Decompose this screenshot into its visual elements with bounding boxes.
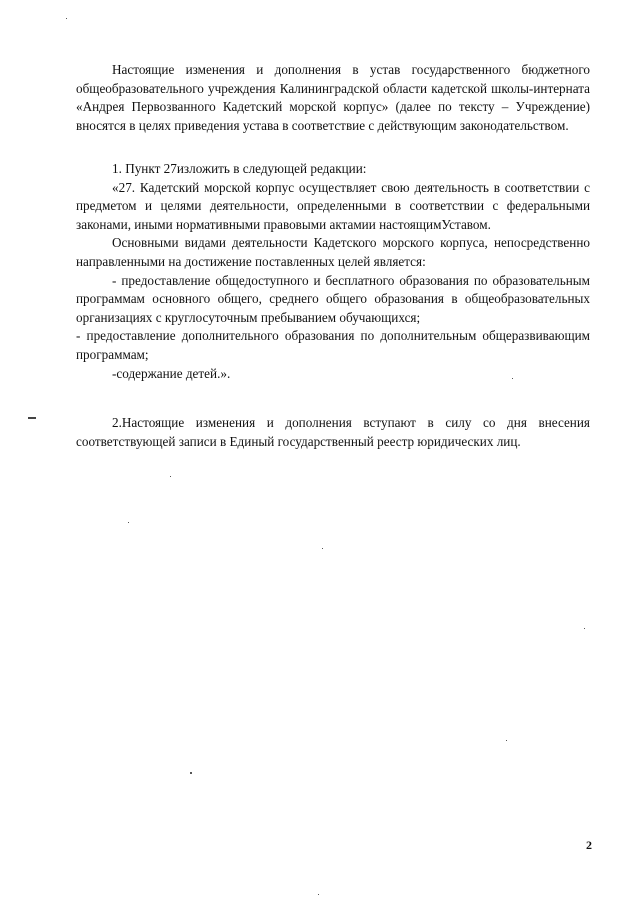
scan-speck [512,378,513,379]
scan-speck [506,740,507,741]
scan-speck [128,522,129,523]
item1-heading: 1. Пункт 27изложить в следующей редакции: [112,161,367,176]
scan-speck [318,894,319,895]
activity-item-2: - предоставление дополнительного образования по дополнительным общеразвивающим программам; [76,328,590,362]
activity-item-3: -содержание детей.». [112,365,231,381]
intro-paragraph: Настоящие изменения и дополнения в устав государственного бюджетного общеобразовательного учреждения Калининградской области кадетской школы-интерната «Андрея Первозванного Кадетский морской корпус» (далее по тексту – Учреждение) вносятся в целях приведения устава в соответствие с действующим законодательством. [76,62,590,133]
scan-speck [190,772,192,774]
scan-mark [28,417,36,419]
activities-intro: Основными видами деятельности Кадетского морского корпуса, непосредственно направленными на достижение поставленных целей является: [76,235,590,269]
amendment-item-2 [76,414,590,451]
scan-speck [322,548,323,549]
item2-paragraph: 2.Настоящие изменения и дополнения вступают в силу со дня внесения соответствующей записи в Единый государственный реестр юридических лиц. [76,415,590,449]
activity-item-1: - предоставление общедоступного и бесплатного образования по образовательным программам основного общего, среднего общего образования в общеобразовательных организациях с круглосуточным пребыванием обучающихся; [76,272,590,325]
item1-quote: «27. Кадетский морской корпус осуществляет свою деятельность в соответствии с предметом и целями деятельности, определенными в соответствии с федеральными законами, иными нормативными правовыми актамии настоящимУставом. [76,179,590,232]
page-number: 2 [586,838,592,852]
scan-speck [170,476,171,477]
scan-speck [66,18,67,19]
amendment-item-1 [76,160,590,383]
scan-speck [584,628,585,629]
intro-section [76,61,590,135]
